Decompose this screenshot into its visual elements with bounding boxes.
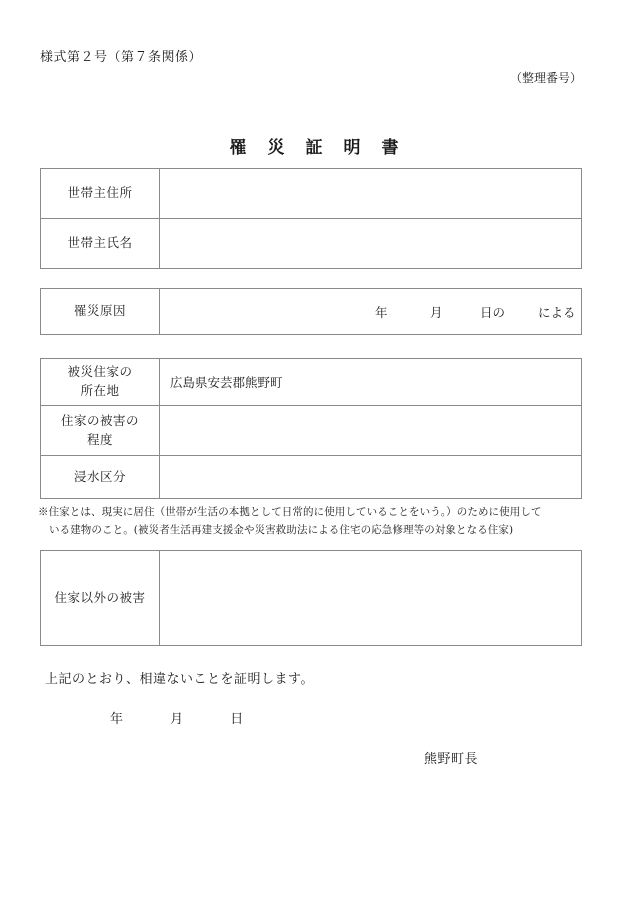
- damaged-house-table: [40, 358, 582, 499]
- table-row: [41, 551, 582, 646]
- flood-category-value[interactable]: [160, 456, 582, 499]
- issue-date-line: [110, 708, 243, 727]
- damaged-house-location-value[interactable]: 広島県安芸郡熊野町: [160, 359, 582, 406]
- disaster-cause-value[interactable]: [160, 289, 582, 335]
- cause-year-label: 年: [375, 304, 388, 320]
- reference-number-label: （整理番号）: [509, 71, 582, 85]
- household-name-label: 世帯主氏名: [41, 219, 160, 269]
- damage-degree-value[interactable]: [160, 406, 582, 456]
- other-damage-label: 住家以外の被害: [41, 551, 160, 646]
- note-line-2: いる建物のこと。(被災者生活再建支援金や災害救助法による住宅の応急修理等の対象となる住家): [49, 524, 514, 536]
- issue-date-day: 日: [230, 712, 244, 727]
- other-damage-table: [40, 550, 582, 646]
- disaster-cause-table: [40, 288, 582, 335]
- housing-definition-note: [38, 503, 590, 539]
- table-row: [41, 219, 582, 269]
- household-name-value[interactable]: [160, 219, 582, 269]
- other-damage-value[interactable]: [160, 551, 582, 646]
- label-line-1: 住家の被害の: [60, 412, 139, 428]
- household-table: [40, 168, 582, 269]
- table-row: [41, 359, 582, 406]
- cause-suffix-label: による: [538, 304, 576, 320]
- household-address-label: 世帯主住所: [41, 169, 160, 219]
- label-line-1: 浸水区分: [73, 468, 126, 484]
- form-number: 様式第２号（第７条関係）: [40, 50, 203, 65]
- table-row: [41, 289, 582, 335]
- household-address-value[interactable]: [160, 169, 582, 219]
- table-row: [41, 456, 582, 499]
- damaged-house-location-label: [41, 359, 160, 406]
- document-title: 罹 災 証 明 書: [229, 138, 401, 158]
- table-row: [41, 406, 582, 456]
- issue-date-month: 月: [170, 712, 184, 727]
- label-line-2: 所在地: [80, 383, 120, 398]
- table-row: [41, 169, 582, 219]
- issuer-name: 熊野町長: [423, 752, 478, 767]
- issue-date-year: 年: [110, 712, 124, 727]
- label-line-1: 被災住家の: [67, 364, 133, 380]
- note-line-1: ※住家とは、現実に居住（世帯が生活の本拠として日常的に使用していることをいう。）のために使用して: [38, 506, 542, 518]
- disaster-cause-label: 罹災原因: [41, 289, 160, 335]
- damage-degree-label: [41, 406, 160, 456]
- cause-month-label: 月: [430, 304, 443, 320]
- flood-category-label: [41, 456, 160, 499]
- label-line-2: 程度: [86, 431, 113, 447]
- certification-statement: 上記のとおり、相違ないことを証明します。: [45, 672, 314, 687]
- cause-day-label: 日の: [480, 304, 506, 320]
